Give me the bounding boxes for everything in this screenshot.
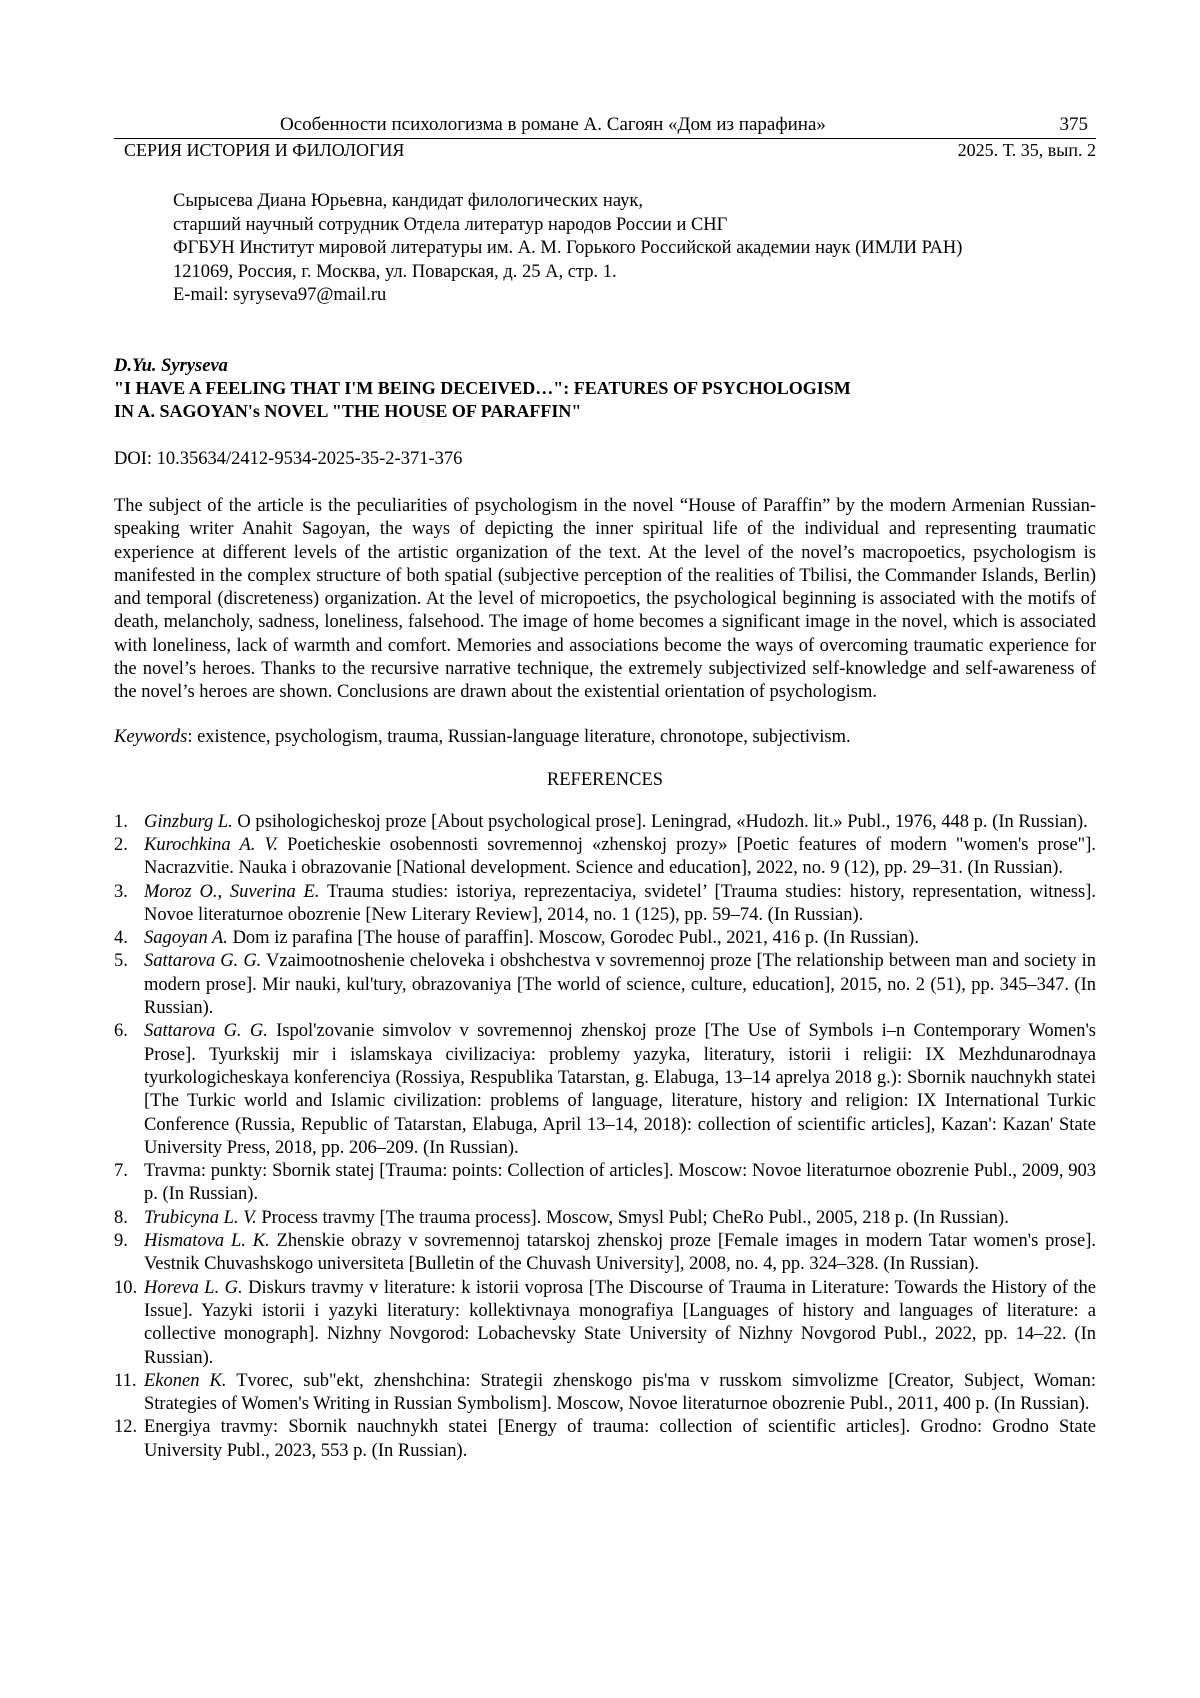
reference-text: Tvorec, sub"ekt, zhenshchina: Strategii zhenskogo pis'ma v russkom simvolizme [Creator, Subject, Woman: Strategies of Women's Writing in Russian Symbolism]. Moscow, Novoe literaturnoe obozrenie Publ., 2011, 400 p. (In Russian). (144, 1371, 1096, 1414)
reference-number: 6. (114, 1020, 128, 1043)
doi: DOI: 10.35634/2412-9534-2025-35-2-371-376 (114, 448, 1096, 470)
journal-series: СЕРИЯ ИСТОРИЯ И ФИЛОЛОГИЯ (124, 140, 404, 161)
reference-text: O psihologicheskoj proze [About psychological prose]. Leningrad, «Hudozh. lit.» Publ., 1976, 448 p. (In Russian). (233, 812, 1088, 832)
reference-number: 7. (114, 1160, 128, 1183)
reference-author: Sattarova G. G. (144, 951, 261, 971)
reference-author: Kurochkina A. V. (144, 835, 278, 855)
reference-item (114, 834, 1096, 881)
reference-text: Process travmy [The trauma process]. Moscow, Smysl Publ; CheRo Publ., 2005, 218 p. (In Russian). (257, 1208, 1009, 1228)
reference-number: 4. (114, 927, 128, 950)
author-name-degree: Сырысева Диана Юрьевна, кандидат филологических наук, (173, 190, 962, 214)
header-rule (114, 138, 1096, 139)
reference-item (114, 1230, 1096, 1277)
journal-volume: 2025. Т. 35, вып. 2 (958, 140, 1096, 161)
reference-author: Sagoyan A. (144, 928, 228, 948)
reference-author: Ginzburg L. (144, 812, 233, 832)
reference-text: Ispol'zovanie simvolov v sovremennoj zhenskoj proze [The Use of Symbols i–n Contemporary Wom­en's Prose]. Tyurkskij mir i islamskaya civilizaciya: problemy yazyka, literatury, istorii i religii: IX Mezhdunarodnaya tyurkologicheskaya konferenciya (Rossiya, Respublika Tatarstan, g. Elabuga, 13–14 aprelya 2018 g.): Sbornik nauch­nykh statei [The Turkic world and Islamic civilization: problems of language, literature, history and religion: IX In­ternational Turkic Conference (Russia, Republic of Tatarstan, Elabuga, April 13–14, 2018): collection of scientific articles], Kazan': Kazan' State University Press, 2018, pp. 206–209. (In Russian). (144, 1021, 1096, 1157)
reference-item (114, 1370, 1096, 1417)
reference-author: Sattarova G. G. (144, 1021, 268, 1041)
author-institution: ФГБУН Институт мировой литературы им. А. М. Горького Российской академии наук (ИМЛИ РАН) (173, 237, 962, 261)
reference-item (114, 1416, 1096, 1463)
reference-number: 11. (114, 1370, 136, 1393)
reference-item (114, 811, 1096, 834)
reference-item (114, 1207, 1096, 1230)
reference-author: Moroz O., Suverina E. (144, 882, 319, 902)
reference-text: Energiya travmy: Sbornik nauchnykh statei [Energy of trauma: collection of scientific articles]. Grodno: Grodno State University Publ., 2023, 553 p. (In Russian). (144, 1417, 1096, 1460)
keywords-label: Keywords (114, 727, 187, 747)
reference-author: Ekonen K. (144, 1371, 227, 1391)
reference-author: Horeva L. G. (144, 1278, 243, 1298)
reference-author: Trubicyna L. V. (144, 1208, 257, 1228)
reference-number: 12. (114, 1416, 137, 1439)
reference-text: Poeticheskie osobennosti sovremennoj «zhenskoj prozy» [Poetic features of modern "women's prose"]. Nacrazvitie. Nauka i obrazovanie [National development. Science and education], 2022, no. 9 (12), pp. 29–31. (In Russian). (144, 835, 1096, 878)
en-title (114, 377, 1096, 423)
en-author: D.Yu. Syryseva (114, 355, 1096, 377)
author-email: E-mail: syryseva97@mail.ru (173, 284, 962, 308)
reference-text: Travma: punkty: Sbornik statej [Trauma: points: Collection of articles]. Moscow: Novoe literaturnoe obozrenie Publ., 2009, 903 p. (In Russian). (144, 1161, 1096, 1204)
english-section (114, 355, 1096, 1463)
references-heading: REFERENCES (114, 769, 1096, 791)
reference-item (114, 1277, 1096, 1370)
running-head-title: Особенности психологизма в романе А. Сагоян «Дом из парафина» (280, 114, 826, 136)
reference-item (114, 927, 1096, 950)
abstract: The subject of the article is the peculiarities of psychologism in the novel “House of Paraffin” by the modern Armenian Russian-speaking writer Anahit Sagoyan, the ways of depicting the inner spiritual life of the individual and representing traumatic experience at different levels of the artistic organization of the text. At the level of the novel’s macropoetics, psychologism is manifested in the complex structure of both spatial (subjective perception of the realities of Tbilisi, the Commander Islands, Berlin) and temporal (discreteness) organization. At the level of micropoetics, the psychological beginning is associated with the motifs of death, melancholy, sadness, loneliness, falsehood. The image of home becomes a significant image in the novel, which is associated with loneliness, lack of warmth and comfort. Memories and associ­ations become the ways of overcoming traumatic experience for the novel’s heroes. Thanks to the recursive narrative technique, the extremely subjectivized self-knowledge and self-awareness of the novel’s heroes are shown. Conclusions are drawn about the existential orientation of psychologism. (114, 495, 1096, 705)
author-address: 121069, Россия, г. Москва, ул. Поварская, д. 25 А, стр. 1. (173, 261, 962, 285)
running-head (114, 114, 1096, 164)
paper-page (0, 0, 1200, 1698)
author-position: старший научный сотрудник Отдела литератур народов России и СНГ (173, 214, 962, 238)
reference-text: Trauma studies: istoriya, reprezentaciya, svidetel’ [Trauma studies: history, representation, witness]. Novoe literaturnoe obozrenie [New Literary Review], 2014, no. 1 (125), pp. 59–74. (In Russian). (144, 882, 1096, 925)
keywords-text: : existence, psychologism, trauma, Russian-language literature, chronotope, subjectivism. (187, 727, 850, 747)
reference-number: 2. (114, 834, 128, 857)
author-affiliation (173, 190, 962, 308)
reference-number: 10. (114, 1277, 137, 1300)
reference-item (114, 950, 1096, 1020)
reference-item (114, 881, 1096, 928)
reference-author: Hismatova L. K. (144, 1231, 270, 1251)
reference-number: 5. (114, 950, 128, 973)
en-title-line: "I HAVE A FEELING THAT I'M BEING DECEIVED…": FEATURES OF PSYCHOLOGISM (114, 377, 1096, 400)
keywords (114, 726, 1096, 748)
reference-number: 8. (114, 1207, 128, 1230)
reference-item (114, 1020, 1096, 1160)
reference-text: Dom iz parafina [The house of paraffin]. Moscow, Gorodec Publ., 2021, 416 p. (In Russian). (228, 928, 919, 948)
page-number: 375 (1060, 114, 1089, 136)
references-list (114, 811, 1096, 1463)
reference-number: 9. (114, 1230, 128, 1253)
reference-text: Vzaimootnoshenie cheloveka i obshchestva v sovremennoj proze [The relationship between man and society in modern prose]. Mir nauki, kul'tury, obrazovaniya [The world of science, culture, education], 2015, no. 2 (51), pp. 345–347. (In Russian). (144, 951, 1096, 1018)
reference-text: Zhenskie obrazy v sovremennoj tatarskoj zhenskoj proze [Female images in modern Tatar women's prose]. Vestnik Chuvashskogo universiteta [Bulletin of the Chuvash University], 2008, no. 4, pp. 324–328. (In Russian). (144, 1231, 1096, 1274)
reference-number: 1. (114, 811, 128, 834)
reference-text: Diskurs travmy v literature: k istorii voprosa [The Discourse of Trauma in Literature: Towards the History of the Issue]. Yazyki istorii i yazyki literatury: kollektivnaya monografiya [Languages of history and lan­guages of literature: a collective monograph]. Nizhny Novgorod: Lobachevsky State University of Nizhny Novgorod Publ., 2022, pp. 14–22. (In Russian). (144, 1278, 1096, 1368)
reference-number: 3. (114, 881, 128, 904)
reference-item (114, 1160, 1096, 1207)
en-title-line: IN A. SAGOYAN's NOVEL "THE HOUSE OF PARAFFIN" (114, 400, 1096, 423)
